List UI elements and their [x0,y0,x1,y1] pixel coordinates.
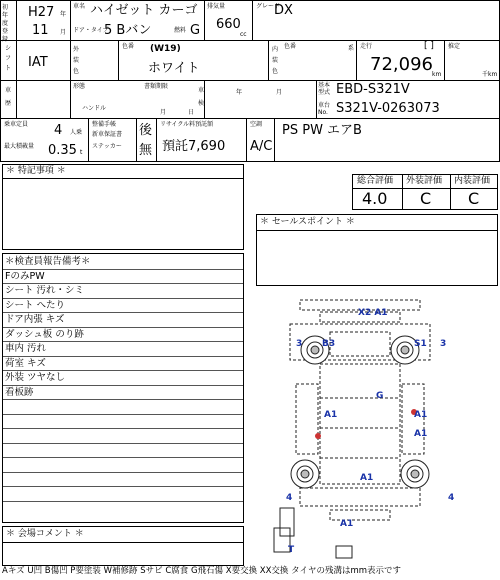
inspector-report-title: ＊検査員報告備考＊ [3,255,243,270]
special-notes-title: ＊ 特記事項 ＊ [6,166,66,176]
aircon-value: A/C [250,139,273,154]
mark-roof: G [376,391,384,401]
sticker-value: 無 [139,143,153,158]
mark-top-bumper: X2 A1 [358,308,388,318]
report-empty-row [3,487,243,502]
report-item: 荷室 キズ [3,357,243,372]
fuel-label: 燃料 [174,27,187,34]
mark-rear-bumper: A1 [340,519,354,529]
report-item: 看板跡 [3,386,243,401]
report-empty-row [3,444,243,459]
mark-right-door-1: A1 [414,410,428,420]
chassis: S321V-0263073 [336,101,440,116]
car-name: ハイゼット カーゴ [90,3,198,18]
displacement-unit: cc [240,31,247,38]
doors-type-label: ドア・タイプ [73,27,109,34]
color-code: (W19) [150,44,181,54]
car-name-label: 車名 [73,3,86,10]
capacity: 4 [54,123,63,138]
inspection-month-label: 月 [160,109,167,116]
registration-month: 11 [32,23,49,38]
fixed-label: 推定 [448,43,461,50]
report-item: FのみPW [3,270,243,285]
interior-score: C [468,189,480,208]
model: EBD-S321V [336,82,410,97]
exterior-label: 外装色 [73,46,80,75]
mileage: 72,096 [370,54,433,75]
report-item: 車内 汚れ [3,342,243,357]
report-item: ドア内張 キズ [3,313,243,328]
report-item: シート 汚れ・シミ [3,284,243,299]
grade: DX [274,3,293,18]
color-name: ホワイト [148,61,200,76]
maint-value: 後 [139,123,153,138]
special-notes-box [2,164,244,250]
mark-front-right-panel: S1 [414,339,427,349]
mileage-unit: km [432,71,442,78]
mark-front-left-tire: 3 [296,339,303,349]
grade-label: グレード [256,3,281,10]
report-empty-row [3,502,243,517]
report-empty-row [3,400,243,415]
shift-label: シフト [5,45,12,72]
mark-tail: T [288,545,295,555]
model-label: 基本型式 [318,82,331,96]
exterior-score-label: 外装評価 [406,176,443,186]
mark-front-left-panel: B3 [322,339,336,349]
mark-rear-left-tire: 4 [286,493,293,503]
form-label: 形態 [73,83,86,90]
car-history-label: 車歴 [5,87,12,107]
fixed-unit: 千km [482,71,498,78]
mark-right-door-2: A1 [414,429,428,439]
mark-front-right-tire: 3 [440,339,447,349]
era-label: 初年度登録 [2,4,9,43]
equipment: PS PW エアB [282,123,362,138]
doors-type: 5 Bバン [104,23,152,38]
report-empty-row [3,473,243,488]
year-unit: 年 [60,11,67,18]
recycle-value: 預託7,690 [162,139,226,154]
max-load: 0.35 [48,143,77,158]
mark-rear-right-tire: 4 [448,493,455,503]
mileage-label: 走行 [360,43,373,50]
mileage-brackets: [ ] [424,41,434,51]
inspection-label: 書類期限 [144,83,169,90]
interior-color-label: 色番 [284,43,297,50]
total-score: 4.0 [362,189,388,208]
total-score-label: 総合評価 [357,176,394,186]
venue-comment-title: ＊ 会場コメント ＊ [6,529,84,539]
month-unit: 月 [60,29,67,36]
fuel: G [190,23,201,38]
expiry-year-label: 年 [236,89,243,96]
sticker-label: ステッカー [92,143,122,150]
warranty-label: 新車保証書 [92,131,123,138]
report-item: シート へたり [3,299,243,314]
color-label: 色番 [122,43,135,50]
report-item: 外装 ツヤなし [3,371,243,386]
expiry-label: 車検 [198,87,205,107]
expiry-month-label: 月 [276,89,283,96]
mark-left-door: A1 [324,410,338,420]
report-empty-row [3,458,243,473]
shift: IAT [28,55,48,70]
interior-score-label: 内装評価 [454,176,491,186]
report-empty-row [3,415,243,430]
inspection-day-label: 日 [188,109,195,116]
displacement-label: 排気量 [207,3,226,10]
max-load-unit: t [80,149,83,156]
maint-label: 整備手帳 [92,121,117,128]
displacement: 660 [216,17,241,32]
interior-label: 内装色 [272,46,279,75]
chassis-label: 車台No. [318,102,331,116]
aircon-label: 空調 [250,121,263,128]
registration-year: H27 [28,5,55,20]
legend: Aキズ U凹 B傷凹 P要塗装 W補修跡 Sサビ C腐食 G飛石傷 X要交換 XX交換 タイヤの残溝はmm表示です [2,566,402,576]
sales-points-title: ＊ セールスポイント ＊ [260,217,355,227]
capacity-unit: 人乗 [70,129,83,136]
mark-rear-panel: A1 [360,473,374,483]
exterior-score: C [420,189,432,208]
interior-sub-label: 系 [348,45,355,52]
recycle-label: リサイクル料預託額 [160,121,214,128]
max-load-label: 最大積載量 [4,143,35,150]
car-damage-diagram [260,288,460,560]
capacity-label: 乗車定員 [4,121,29,128]
report-item: ダッシュ板 のり跡 [3,328,243,343]
report-empty-row [3,429,243,444]
header-frame [0,0,500,162]
handle-label: ハンドル [82,105,107,112]
